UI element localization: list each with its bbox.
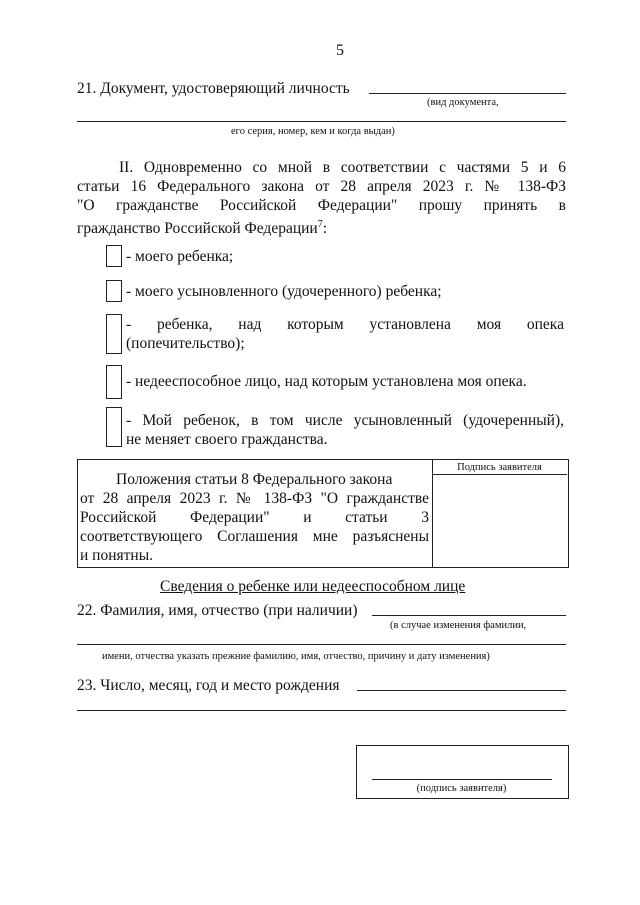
checkbox-child-keeps-citizenship[interactable] (106, 407, 122, 447)
signature-line[interactable] (372, 779, 552, 780)
option-keeps-line-2: не меняет своего гражданства. (126, 431, 328, 448)
section-2-line-2: статьи 16 Федерального закона от 28 апреля 2023 г. № 138-ФЗ (77, 178, 566, 195)
notice-line-5: и понятны. (80, 547, 153, 564)
child-section-heading: Сведения о ребенке или недееспособном лице (160, 578, 466, 595)
option-guardianship-child-label (126, 315, 564, 353)
signature-header-divider (432, 474, 567, 475)
field-22-input-line-2[interactable] (77, 644, 566, 645)
option-my-child-label: - моего ребенка; (126, 248, 234, 265)
section-2-line-1: II. Одновременно со мной в соответствии с частями 5 и 6 (119, 159, 566, 176)
signature-header: Подпись заявителя (457, 462, 542, 473)
section-2-line-3: "О гражданстве Российской Федерации" прошу принять в (77, 197, 566, 214)
notice-line-4: соответствующего Соглашения мне разъяснены (80, 528, 429, 545)
field-22-label: 22. Фамилия, имя, отчество (при наличии) (77, 602, 358, 619)
field-21-input-line-2[interactable] (77, 121, 566, 122)
notice-text (80, 470, 429, 565)
field-22-hint-2: имени, отчества указать прежние фамилию, имя, отчество, причину и дату изменения) (102, 651, 490, 662)
notice-line-1: Положения статьи 8 Федерального закона (116, 471, 393, 488)
field-22-hint-1: (в случае изменения фамилии, (390, 620, 527, 631)
option-incapacitated-label: - недееспособное лицо, над которым установлена моя опека. (126, 373, 527, 390)
field-21-label: 21. Документ, удостоверяющий личность (77, 80, 350, 97)
option-guardianship-line-2: (попечительство); (126, 335, 245, 352)
signature-caption: (подпись заявителя) (416, 783, 507, 794)
field-21-hint-1: (вид документа, (427, 97, 499, 108)
option-guardianship-line-1: - ребенка, над которым установлена моя опека (126, 316, 564, 333)
footnote-ref: 7 (317, 219, 323, 230)
signature-cell[interactable] (432, 476, 566, 565)
notice-line-3: Российской Федерации" и статьи 3 (80, 509, 429, 526)
field-22-input-line[interactable] (372, 615, 566, 616)
option-child-keeps-citizenship-label (126, 411, 564, 449)
section-2-line-4: гражданство Российской Федерации$^7$: (77, 219, 328, 238)
checkbox-my-child[interactable] (106, 245, 122, 267)
page-number: 5 (336, 42, 344, 59)
checkbox-adopted-child[interactable] (106, 280, 122, 302)
field-21-hint-2: его серия, номер, кем и когда выдан) (231, 126, 395, 137)
field-23-input-line-2[interactable] (77, 710, 566, 711)
checkbox-incapacitated-person[interactable] (106, 365, 122, 399)
checkbox-guardianship-child[interactable] (106, 314, 122, 354)
notice-line-2: от 28 апреля 2023 г. № 138-ФЗ "О гражданстве (80, 490, 429, 507)
field-23-input-line[interactable] (357, 690, 566, 691)
field-23-label: 23. Число, месяц, год и место рождения (77, 677, 340, 694)
field-21-input-line[interactable] (369, 93, 566, 94)
option-keeps-line-1: - Мой ребенок, в том числе усыновленный (удочеренный), (126, 412, 564, 429)
section-2-paragraph (77, 158, 566, 238)
option-adopted-child-label: - моего усыновленного (удочеренного) ребенка; (126, 283, 442, 300)
